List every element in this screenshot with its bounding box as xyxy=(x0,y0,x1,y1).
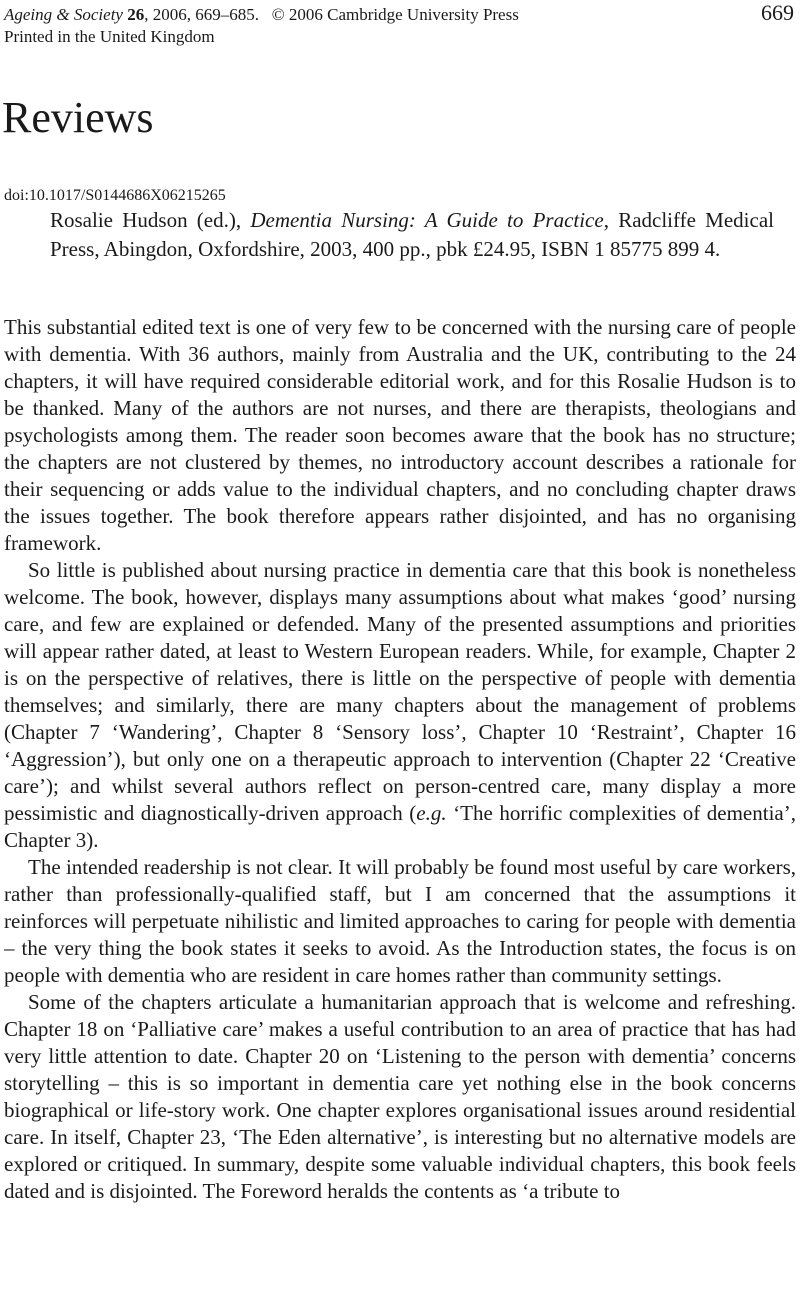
paragraph-text-end: ‘The horrific complexities of dementia’, Chapter 3). xyxy=(4,801,796,852)
review-paragraph: Some of the chapters articulate a humanitarian approach that is welcome and refreshing. Chapter 18 on ‘Palliative care’ makes a useful contribution to an area of practice that has had very little attention to date. Chapter 20 on ‘Listening to the person with dementia’ concerns storytelling – this is so important in dementia care yet nothing else in the book concerns biographical or life-story work. One chapter explores organisational issues around residential care. In itself, Chapter 23, ‘The Eden alternative’, is interesting but no alternative models are explored or critiqued. In summary, despite some valuable individual chapters, this book feels dated and is disjointed. The Foreword heralds the contents as ‘a tribute to xyxy=(4,990,796,1203)
review-body xyxy=(4,314,796,1205)
book-author: Rosalie Hudson (ed.), xyxy=(50,208,251,232)
review-doi: doi:10.1017/S0144686X06215265 xyxy=(4,187,226,204)
running-head-line-1 xyxy=(4,2,794,26)
book-citation xyxy=(50,206,774,264)
printed-notice: Printed in the United Kingdom xyxy=(4,27,215,46)
running-head xyxy=(4,2,794,48)
journal-details: , 2006, 669–685. xyxy=(144,5,259,24)
review-paragraph: This substantial edited text is one of very few to be concerned with the nursing care of people with dementia. With 36 authors, mainly from Australia and the UK, contributing to the 24 chapters, it will have required considerable editorial work, and for this Rosalie Hudson is to be thanked. Many of the authors are not nurses, and there are therapists, theologians and psychologists among them. The reader soon becomes aware that the book has no structure; the chapters are not clustered by themes, no introductory account describes a rationale for their sequencing or adds value to the individual chapters, and no concluding chapter draws the issues together. The book therefore appears rather disjointed, and has no organising framework. xyxy=(4,315,796,555)
section-title: Reviews xyxy=(2,93,154,142)
book-details: , Radcliffe Medical Press, Abingdon, Oxfordshire, 2003, 400 pp., pbk £24.95, ISBN 1 85775 899 4. xyxy=(50,208,774,261)
eg-abbreviation: e.g. xyxy=(416,801,447,825)
copyright-notice: © 2006 Cambridge University Press xyxy=(271,5,519,24)
journal-volume: 26 xyxy=(127,5,145,24)
paragraph-text: So little is published about nursing practice in dementia care that this book is nonetheless welcome. The book, however, displays many assumptions about what makes ‘good’ nursing care, and few are explained or defended. Many of the presented assumptions and priorities will appear rather dated, at least to Western European readers. While, for example, Chapter 2 is on the perspective of relatives, there is little on the perspective of people with dementia themselves; and similarly, there are many chapters about the management of problems (Chapter 7 ‘Wandering’, Chapter 8 ‘Sensory loss’, Chapter 10 ‘Restraint’, Chapter 16 ‘Aggression’), but only one on a therapeutic approach to intervention (Chapter 22 ‘Creative care’); and whilst several authors reflect on person-centred care, many display a more pessimistic and diagnostically-driven approach ( xyxy=(4,558,796,825)
page-number: 669 xyxy=(761,0,794,25)
journal-name: Ageing & Society xyxy=(4,5,123,24)
journal-citation xyxy=(4,4,519,26)
review-paragraph xyxy=(4,557,796,854)
book-title: Dementia Nursing: A Guide to Practice xyxy=(250,208,604,232)
review-paragraph: The intended readership is not clear. It will probably be found most useful by care workers, rather than professionally-qualified staff, but I am concerned that the assumptions it reinforces will perpetuate nihilistic and limited approaches to caring for people with dementia – the very thing the book states it seeks to avoid. As the Introduction states, the focus is on people with dementia who are resident in care homes rather than community settings. xyxy=(4,855,796,987)
